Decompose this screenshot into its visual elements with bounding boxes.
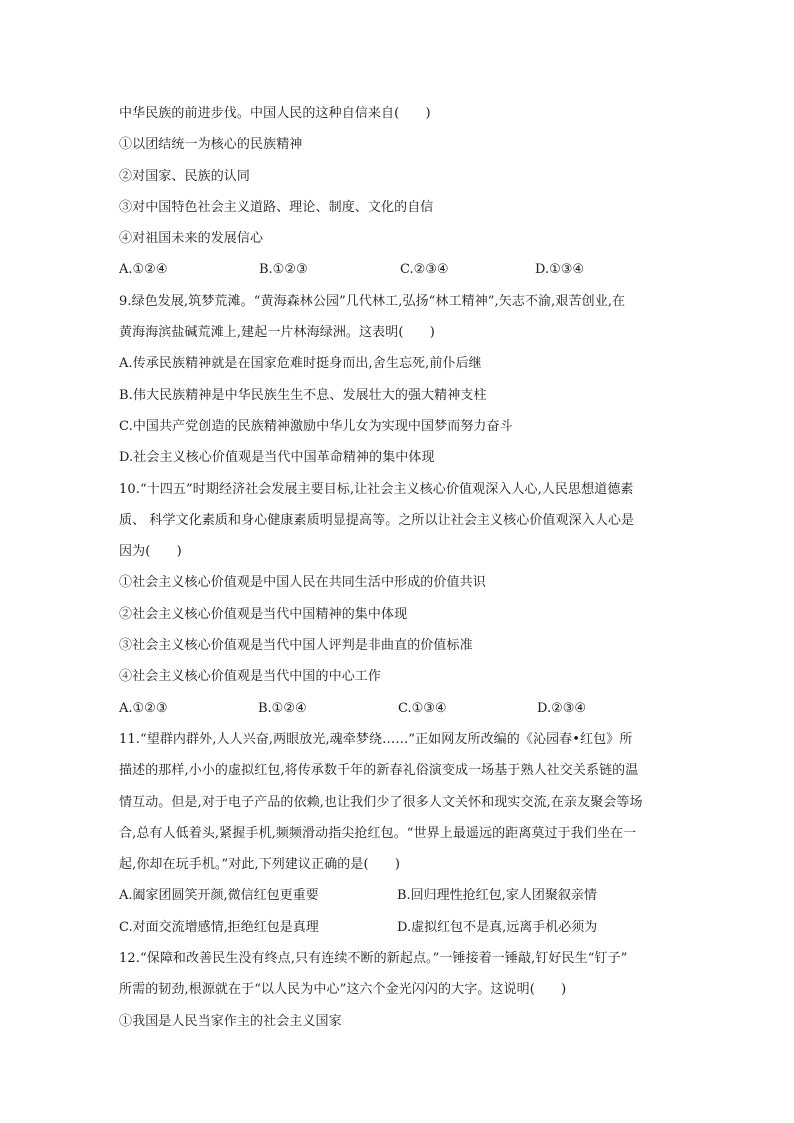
q10-stem-line-2: 质、 科学文化素质和身心健康素质明显提高等。之所以让社会主义核心价值观深入人心是	[119, 512, 635, 528]
q10-stem-line-1: 10.“十四五”时期经济社会发展主要目标,让社会主义核心价值观深入人心,人民思想道德素	[119, 481, 634, 497]
q10-statement-2: ②社会主义核心价值观是当代中国精神的集中体现	[119, 606, 408, 622]
document-page	[119, 98, 679, 1037]
q11-stem-line-5: 起,你却在玩手机。”对此,下列建议正确的是( )	[119, 857, 401, 873]
q11-option-d: D.虚拟红包不是真,远离手机必须为	[397, 919, 598, 935]
q8-stem-end: 中华民族的前进步伐。中国人民的这种自信来自( )	[119, 106, 431, 121]
q8-statement-4: ④对祖国未来的发展信心	[119, 231, 264, 247]
q10-option-b: B.①②④	[258, 700, 307, 716]
q9-option-c: C.中国共产党创造的民族精神激励中华儿女为实现中国梦而努力奋斗	[119, 418, 513, 434]
q8-options	[119, 254, 679, 285]
q8-option-c: C.②③④	[400, 262, 449, 278]
q10-options	[119, 693, 679, 724]
q11-stem-line-2: 描述的那样,小小的虚拟红包,将传承数千年的新春礼俗演变成一场基于熟人社交关系链的温	[119, 763, 639, 779]
q10-option-a: A.①②③	[119, 700, 168, 716]
q11-stem-line-1: 11.“望群内群外,人人兴奋,两眼放光,魂牵梦绕……”正如网友所改编的《沁园春•红包》所	[119, 731, 633, 747]
q8-statement-3: ③对中国特色社会主义道路、理论、制度、文化的自信	[119, 199, 434, 215]
q10-statement-1: ①社会主义核心价值观是中国人民在共同生活中形成的价值共识	[119, 575, 486, 591]
q8-statement-1: ①以团结统一为核心的民族精神	[119, 137, 303, 153]
q9-stem-line-2: 黄海海滨盐碱荒滩上,建起一片林海绿洲。这表明( )	[119, 325, 435, 341]
q11-stem-line-4: 合,总有人低着头,紧握手机,频频滑动指尖抢红包。“世界上最遥远的距离莫过于我们坐在一	[119, 825, 637, 841]
q8-option-b: B.①②③	[259, 262, 308, 278]
q10-option-c: C.①③④	[398, 700, 447, 716]
q8-statement-2: ②对国家、民族的认同	[119, 168, 251, 184]
q11-option-b: B.回归理性抢红包,家人团聚叙亲情	[397, 888, 597, 904]
q8-option-a: A.①②④	[119, 262, 168, 278]
q9-option-d: D.社会主义核心价值观是当代中国革命精神的集中体现	[119, 450, 435, 466]
q11-stem-line-3: 情互动。但是,对于电子产品的依赖,也让我们少了很多人文关怀和现实交流,在亲友聚会等场	[119, 794, 643, 810]
q10-option-d: D.②③④	[537, 700, 587, 716]
q12-stem-line-1: 12.“保障和改善民生没有终点,只有连续不断的新起点。”一锤接着一锤敲,钉好民生“钉子”	[119, 951, 628, 967]
q12-statement-1: ①我国是人民当家作主的社会主义国家	[119, 1013, 342, 1029]
q10-statement-4: ④社会主义核心价值观是当代中国的中心工作	[119, 669, 382, 685]
q10-statement-3: ③社会主义核心价值观是当代中国人评判是非曲直的价值标准	[119, 638, 473, 654]
q8-option-d: D.①③④	[535, 262, 585, 278]
q9-option-b: B.伟大民族精神是中华民族生生不息、发展壮大的强大精神支柱	[119, 387, 487, 403]
q9-stem-line-1: 9.绿色发展,筑梦荒滩。“黄海森林公园”几代林工,弘扬“林工精神”,矢志不渝,艰苦创业,在	[119, 293, 626, 309]
q11-option-c: C.对面交流增感情,拒绝红包是真理	[119, 919, 319, 935]
q11-options-row-2	[119, 912, 679, 943]
q11-option-a: A.阖家团圆笑开颜,微信红包更重要	[119, 888, 319, 904]
q12-stem-line-2: 所需的韧劲,根源就在于“以人民为中心”这六个金光闪闪的大字。这说明( )	[119, 982, 567, 998]
q9-option-a: A.传承民族精神就是在国家危难时挺身而出,舍生忘死,前仆后继	[119, 356, 482, 372]
q11-options-row-1	[119, 880, 679, 911]
q10-stem-line-3: 因为( )	[119, 544, 182, 560]
